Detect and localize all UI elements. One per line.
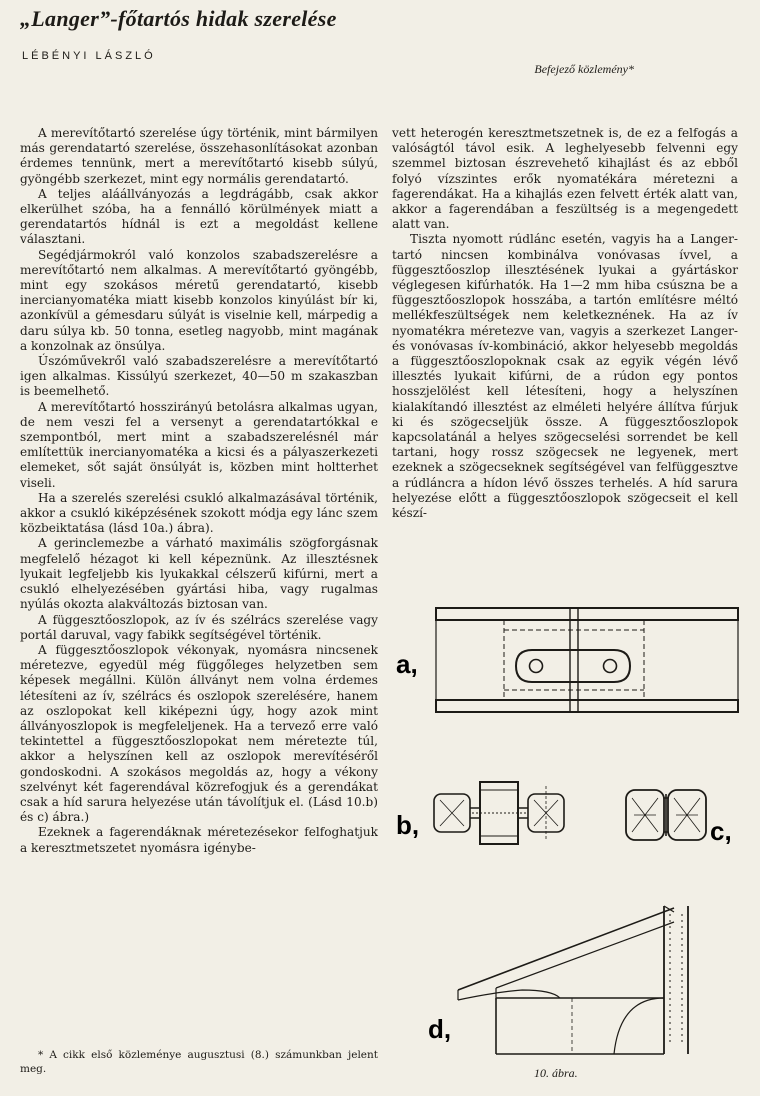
paragraph: Ha a szerelés szerelési csukló alkalmazásával történik, akkor a csukló kiképzésének szokott módja egy lánc szem közbeiktatása (lásd 10a.) ábra). bbox=[20, 490, 378, 536]
article-title: „Langer”-főtartós hidak szerelése bbox=[20, 6, 337, 31]
panel-label-d: d, bbox=[428, 1014, 452, 1044]
paragraph: vett heterogén keresztmetszetnek is, de ez a felfogás a valóságtól távol esik. A leghelyesebb felvenni egy szemmel biztosan észrevehető kihajlást és az ebből folyó vízszintes erők nyomatékára méretezni a fagerendákat. Ha a kihajlás ezen felvett érték alatt van, akkor a fagerendában a feszültség is a megengedett alatt van. bbox=[392, 126, 738, 232]
panel-d-drawing bbox=[458, 906, 688, 1054]
author-name: LÉBÉNYI LÁSZLÓ bbox=[22, 50, 156, 62]
paragraph: Segédjármokról való konzolos szabadszerelésre a merevítőtartó nem alkalmas. A merevítőtartó gyöngébb, mint egy szokásos méretű gerendatartó, kisebb inercianyomatéka miatt kisebb konzolos kinyúlást bír ki, azonkívül a gémesdaru súlyát is viselnie kell, márpedig a daru súlya kb. 50 tonna, esetleg nagyobb, mint magának a konzolnak az önsúlya. bbox=[20, 247, 378, 353]
paragraph: A függesztőoszlopok, az ív és szélrács szerelése vagy portál daruval, vagy fabikk segítségével történik. bbox=[20, 612, 378, 642]
paragraph: Ezeknek a fagerendáknak méretezésekor felfoghatjuk a keresztmetszetet nyomásra igénybe- bbox=[20, 825, 378, 855]
footnote: * A cikk első közleménye augusztusi (8.) számunkban jelent meg. bbox=[20, 1049, 378, 1075]
figure-caption: 10. ábra. bbox=[534, 1066, 578, 1080]
right-column bbox=[392, 126, 738, 521]
panel-a-drawing bbox=[436, 608, 738, 712]
paragraph: A teljes aláállványozás a legdrágább, csak akkor elkerülhet szóba, ha a fennálló körülmények miatt a gerendatartós hídnál is ezt a megoldást kellene választani. bbox=[20, 186, 378, 247]
paragraph: A gerinclemezbe a várható maximális szögforgásnak megfelelő hézagot ki kell képeznünk. Az illesztésnek lyukait legfeljebb kis lyukakkal célszerű kifúrni, mert a csukló elhelyezésében gyártási hiba, vagy rugalmas nyúlás okozta alakváltozás biztosan van. bbox=[20, 536, 378, 612]
panel-label-b: b, bbox=[396, 810, 420, 840]
paragraph: Úszóművekről való szabadszerelésre a merevítőtartó igen alkalmas. Kissúlyú szerkezet, 40—50 m szakaszban is beemelhető. bbox=[20, 354, 378, 399]
panel-b-drawing bbox=[434, 782, 564, 844]
paragraph: A függesztőoszlopok vékonyak, nyomásra nincsenek méretezve, egyedül még függőleges helyzetben sem képesek megállni. Külön állványt nem volna érdemes létesíteni az ív, szélrács és oszlopok szerelésére, hanem az oszlopokat kell kiképezni úgy, hogy azok mint állványoszlopok is megfeleljenek. Ha a tervező erre való tekintettel a függesztőoszlopokat nem méretezte túl, akkor a helyszínen kell az oszlopok merevítéséről gondoskodni. A szokásos megoldás az, hogy a vékony szelvényt két fagerendával közrefogjuk és a gerendákat csak a híd sarura helyezése után távolítjuk el. (Lásd 10.b) és c) ábra.) bbox=[20, 642, 378, 825]
figure-drawing bbox=[392, 594, 742, 1064]
panel-label-c: c, bbox=[710, 816, 732, 846]
panel-c-drawing bbox=[626, 790, 706, 840]
paragraph: Tiszta nyomott rúdlánc esetén, vagyis ha a Langer-tartó nincsen kombinálva vonóvasas ívvel, a függesztőoszlop illesztésének lyukai a gyártáskor véglegesen kifúrhatók. Ha 1—2 mm hiba csúszna be a függesztőoszlopok hosszába, a tartón említésre méltó mellékfeszültségek nem keletkeznének. Ha az ív nyomatékra méretezve van, vagyis a szerkezet Langer- és vonóvasas ív-kombináció, akkor helyesebb megoldás a függesztőoszlopoknak csak az egyik végén lévő illesztés lyukait kifúrni, de a rúdon egy pontos hosszjelölést kell létesíteni, hogy a helyszínen kialakítandó illesztést az elméleti helyére állítva fúrjuk ki és szögecseljük össze. A függesztőoszlopok kapcsolatánál a helyes szögecselési sorrendet be kell tartani, hogy rossz szögecsek ne legyenek, mert ezeknek a szögecseknek segítségével van felfüggesztve a rúdláncra a hídon lévő összes terhelés. A híd sarura helyezése előtt a függesztőoszlopok szögecseit el kell készí- bbox=[392, 232, 738, 521]
figure-10 bbox=[392, 594, 742, 1064]
paragraph: A merevítőtartó hosszirányú betolásra alkalmas ugyan, de nem veszi fel a versenyt a gerendatartókkal e szempontból, mert mint a szabadszerelésnél már említettük inercianyomatéka a kicsi és a pályaszerkezeti elemeket, sőt saját önsúlyát is, közben mint holtterhet viseli. bbox=[20, 399, 378, 490]
left-column bbox=[20, 126, 378, 856]
paragraph: A merevítőtartó szerelése úgy történik, mint bármilyen más gerendatartó szerelése, összehasonlításokat azonban érdemes tennünk, mert a merevítőtartó kisebb súlyú, gyöngébb szerkezet, mint egy normális gerendatartó. bbox=[20, 126, 378, 186]
issue-note: Befejező közlemény* bbox=[534, 62, 634, 76]
panel-label-a: a, bbox=[396, 649, 418, 679]
